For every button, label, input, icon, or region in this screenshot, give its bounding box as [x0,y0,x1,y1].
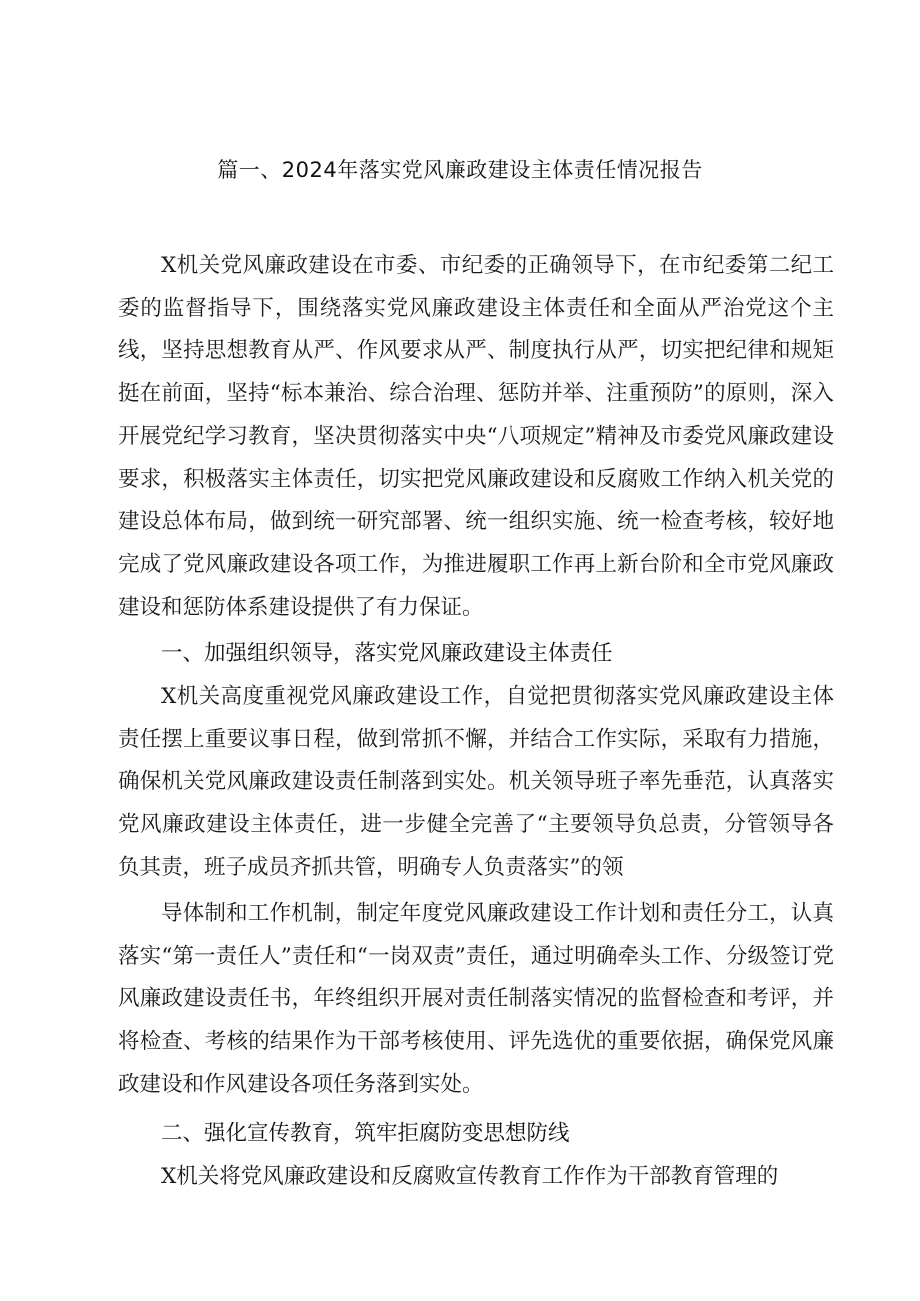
section-heading-2: 二、强化宣传教育，筑牢拒腐防变思想防线 [161,1121,570,1146]
paragraph-section-1-part-1: X机关高度重视党风廉政建设工作，自觉把贯彻落实党风廉政建设主体责任摆上重要议事日程，做到常抓不懈，并结合工作实际，采取有力措施，确保机关党风廉政建设责任制落到实处。机关领导班子率先垂范，认真落实党风廉政建设主体责任，进一步健全完善了“主要领导负总责，分管领导各负其责，班子成员齐抓共管，明确专人负责落实”的领 [118,684,834,880]
paragraph-section-2: X机关将党风廉政建设和反腐败宣传教育工作作为干部教育管理的 [161,1164,779,1189]
paragraph-section-1-part-2: 导体制和工作机制，制定年度党风廉政建设工作计划和责任分工，认真落实“第一责任人”责任和“一岗双责”责任，通过明确牵头工作、分级签订党风廉政建设责任书，年终组织开展对责任制落实情况的监督检查和考评，并将检查、考核的结果作为干部考核使用、评先选优的重要依据，确保党风廉政建设和作风建设各项任务落到实处。 [118,901,834,1097]
section-heading-1: 一、加强组织领导，落实党风廉政建设主体责任 [161,641,613,666]
paragraph-intro: X机关党风廉政建设在市委、市纪委的正确领导下，在市纪委第二纪工委的监督指导下，围绕落实党风廉政建设主体责任和全面从严治党这个主线，坚持思想教育从严、作风要求从严、制度执行从严，切实把纪律和规矩挺在前面，坚持“标本兼治、综合治理、惩防并举、注重预防”的原则，深入开展党纪学习教育，坚决贯彻落实中央“八项规定”精神及市委党风廉政建设要求，积极落实主体责任，切实把党风廉政建设和反腐败工作纳入机关党的建设总体布局，做到统一研究部署、统一组织实施、统一检查考核，较好地完成了党风廉政建设各项工作，为推进履职工作再上新台阶和全市党风廉政建设和惩防体系建设提供了有力保证。 [118,253,834,620]
document-title: 篇一、2024年落实党风廉政建设主体责任情况报告 [217,158,703,182]
